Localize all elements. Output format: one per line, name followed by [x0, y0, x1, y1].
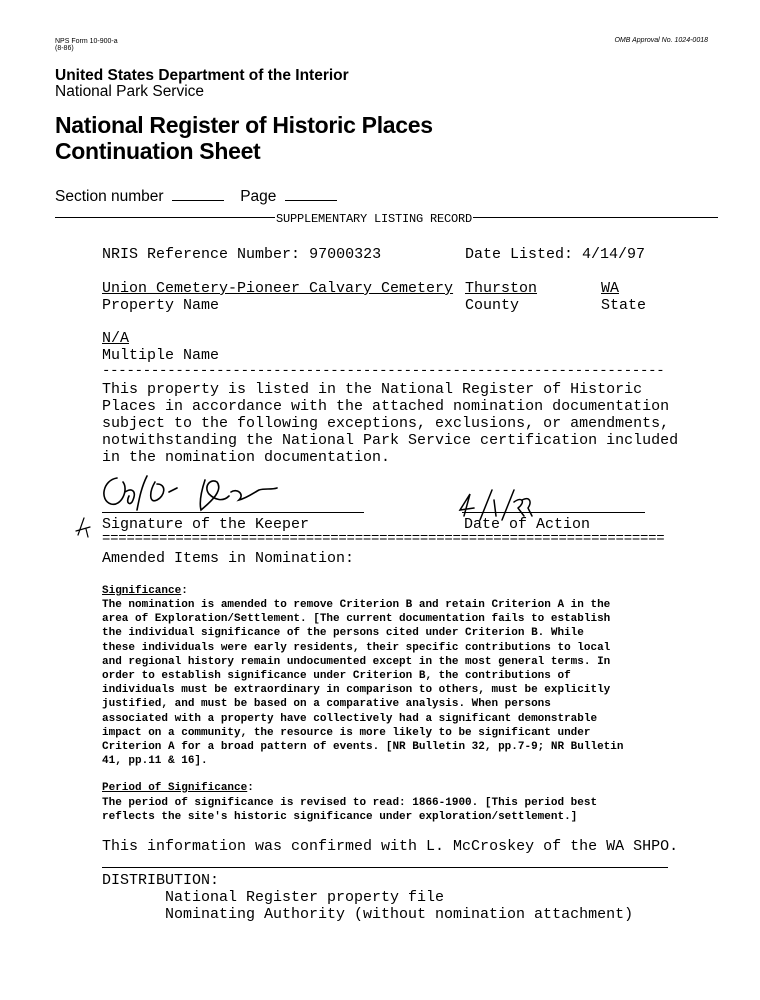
form-number: NPS Form 10-900-a (8-86)	[55, 38, 118, 52]
page-label: Page	[240, 188, 277, 205]
period-heading: Period of Significance:	[102, 782, 254, 794]
double-rule: =====================================================================	[102, 531, 665, 547]
page-subtitle: Continuation Sheet	[55, 138, 261, 164]
omb-approval: OMB Approval No. 1024-0018	[614, 37, 708, 44]
page-title: National Register of Historic Places	[55, 112, 433, 138]
nris-line	[102, 246, 381, 263]
amended-heading: Amended Items in Nomination:	[102, 550, 355, 567]
signature-line	[102, 512, 364, 513]
date-listed-value: 4/14/97	[582, 246, 646, 263]
multiple-name-label: Multiple Name	[102, 347, 220, 364]
county-value: Thurston	[465, 280, 538, 297]
section-number-blank	[172, 188, 224, 201]
department-name: United States Department of the Interior	[55, 67, 349, 84]
distribution-heading: DISTRIBUTION:	[102, 872, 220, 889]
nris-label: NRIS Reference Number:	[102, 246, 301, 263]
page-number-blank	[285, 188, 337, 201]
date-listed-line	[465, 246, 645, 263]
date-line	[462, 512, 645, 513]
distribution-list	[165, 889, 633, 923]
confirmation-text: This information was confirmed with L. McCroskey of the WA SHPO.	[102, 838, 679, 855]
property-name-value: Union Cemetery-Pioneer Calvary Cemetery	[102, 280, 454, 297]
distribution-item: Nominating Authority (without nomination attachment)	[165, 906, 634, 923]
listing-statement: This property is listed in the National Register of Historic Places in accordance with the attached nomination documentation subject to the following exceptions, exclusions, or amendments, notwithstanding the National Park Service certification included in the nomination documentation.	[102, 381, 679, 466]
margin-mark	[72, 515, 96, 541]
record-heading: SUPPLEMENTARY LISTING RECORD	[276, 212, 473, 226]
section-page-line	[55, 188, 337, 206]
nris-value: 97000323	[309, 246, 382, 263]
significance-text: The nomination is amended to remove Criterion B and retain Criterion A in the area of Exploration/Settlement. [The current documentation fails to establish the individual significance of the persons cited under Criterion B. While these individuals were early residents, their specific contributions to local and regional history remain undocumented except in the most general terms. In order to establish significance under Criterion B, the contributions of individuals must be extraordinary in comparison to others, must be explicitly justified, and must be based on a comparative analysis. When persons associated with a property have collectively had a significant demonstrable impact on a community, the resource is more likely to be significant under Criterion A for a broad pattern of events. [NR Bulletin 32, pp.7-9; NR Bulletin 41, pp.11 & 16].	[102, 599, 624, 768]
period-text: The period of significance is revised to read: 1866-1900. [This period best reflects the site's historic significance under exploration/settlement.]	[102, 797, 598, 824]
distribution-rule	[102, 867, 668, 868]
multiple-name-value: N/A	[102, 330, 130, 347]
distribution-item: National Register property file	[165, 889, 445, 906]
state-value: WA	[601, 280, 620, 297]
section-number-label: Section number	[55, 188, 164, 205]
state-label: State	[601, 297, 647, 314]
significance-heading: Significance:	[102, 585, 188, 597]
property-name-label: Property Name	[102, 297, 220, 314]
signature-label: Signature of the Keeper	[102, 516, 310, 533]
dashed-separator: ---------------------------------------------------------------------	[102, 363, 665, 379]
date-of-action-label: Date of Action	[464, 516, 591, 533]
date-listed-label: Date Listed:	[465, 246, 574, 263]
service-name: National Park Service	[55, 83, 205, 100]
county-label: County	[465, 297, 520, 314]
